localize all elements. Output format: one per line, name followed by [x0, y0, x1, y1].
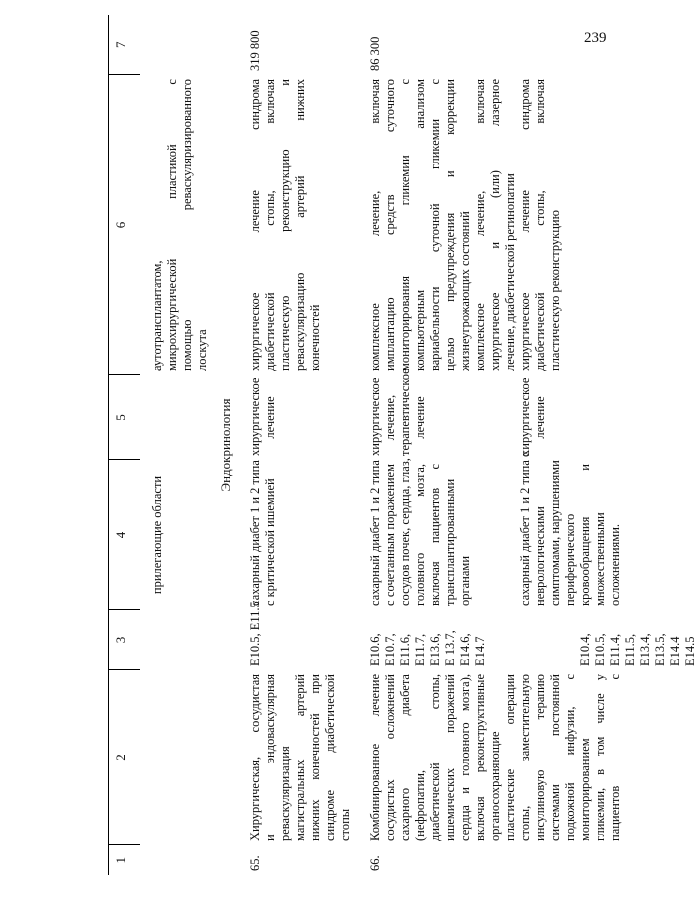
column-number: 6 — [109, 75, 141, 375]
method-cell: комплексное лечение, включая имплантацию средств суточного мониторирования гликемии с компьютерным анализом вариабельности суточной гликемии с целью предупреждения и коррекции жизнеугрожающих состояний комплексное лечение, включая хирургическое и (или) лазерное лечение, диабетической ретинопатии хирургическое лечение синдрома диабетической стопы, включая пластическую реконструкцию — [368, 79, 562, 371]
row-number: 65. — [248, 855, 262, 871]
continuation-row — [140, 15, 210, 875]
table-row — [244, 15, 364, 875]
price-cell: 86 300 — [368, 36, 382, 71]
code-cell: E10.5, E11.5 — [248, 601, 262, 666]
column-number: 1 — [109, 845, 141, 875]
treatment-cell: хирургическое лечение, терапевтическое лечение хирургическое лечение — [368, 368, 547, 456]
rotated-table-sheet — [108, 15, 697, 875]
page-number: 239 — [584, 30, 607, 46]
column-number: 5 — [109, 375, 141, 460]
method-cell: хирургическое лечение синдрома диабетической стопы, включая пластическую реконструкцию и реваскуляризацию артерий нижних конечностей — [248, 79, 322, 371]
column-number: 4 — [109, 460, 141, 610]
continuation-diagnosis: прилегающие области — [150, 475, 164, 595]
column-number-header — [109, 15, 141, 875]
column-number: 7 — [109, 15, 141, 75]
code-cell: E10.6, E10.7, E11.6, E11.7, E13.6, E 13.7, E14.6, E14.7 E10.4, E10.5, E11.4, E11.5, E13.4, E13.5, E14.4 E14.5 — [368, 630, 697, 666]
continuation-method: аутотрансплантатом, микрохирургической пластикой с помощью реваскуляризированного лоскута — [150, 79, 209, 371]
procedure-cell: Хирургическая, сосудистая и эндоваскулярная реваскуляризация магистральных артерий нижних конечностей при синдроме диабетической стопы — [248, 674, 352, 841]
row-number: 66. — [368, 855, 382, 871]
procedure-cell: Комбинированное лечение сосудистых осложнений сахарного диабета (нефропатии, диабетической стопы, ишемических поражений сердца и головного мозга), включая реконструктивные органосохраняющие пластические операции стопы, заместительную инсулиновую терапию системами постоянной подкожной инфузии, с мониторированием гликемии, в том числе у пациентов с — [368, 674, 622, 841]
section-title: Эндокринология — [218, 398, 233, 492]
column-number: 2 — [109, 670, 141, 845]
diagnosis-cell: сахарный диабет 1 и 2 типа с критической ишемией — [248, 460, 277, 606]
price-cell: 319 800 — [248, 30, 262, 71]
section-row — [210, 15, 244, 875]
medical-care-table — [108, 15, 698, 875]
diagnosis-cell: сахарный диабет 1 и 2 типа с сочетанным поражением сосудов почек, сердца, глаз, головного мозга, включая пациентов с трансплантированными органами сахарный диабет 1 и 2 типа с неврологическими симптомами, нарушениями периферического кровообращения и множественными осложнениями. — [368, 451, 622, 606]
treatment-cell: хирургическое лечение — [248, 377, 277, 456]
column-number: 3 — [109, 610, 141, 670]
table-row — [364, 15, 698, 875]
